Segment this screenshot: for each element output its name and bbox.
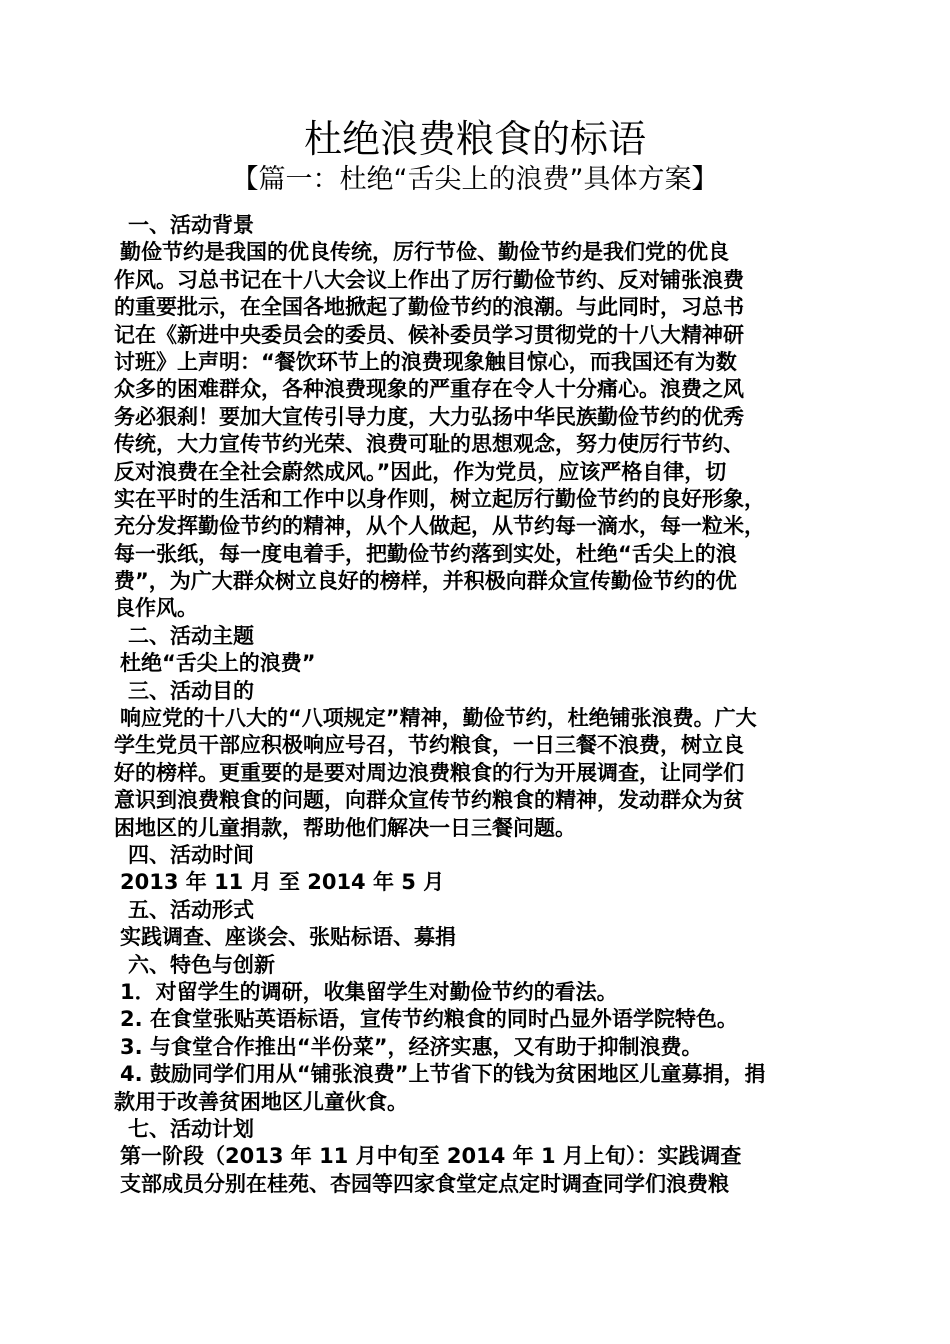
body-text-line: 费”，为广大群众树立良好的榜样，并积极向群众宣传勤俭节约的优 bbox=[114, 569, 737, 594]
body-text-line: 杜绝“舌尖上的浪费” bbox=[120, 651, 316, 676]
body-text-line: 2013 年 11 月 至 2014 年 5 月 bbox=[120, 870, 445, 895]
body-text-line: 的重要批示，在全国各地掀起了勤俭节约的浪潮。与此同时，习总书 bbox=[114, 295, 744, 320]
body-text-line: 意识到浪费粮食的问题，向群众宣传节约粮食的精神，发动群众为贫 bbox=[114, 788, 744, 813]
body-text-line: 4. 鼓励同学们用从“铺张浪费”上节省下的钱为贫困地区儿童募捐，捐 bbox=[120, 1062, 766, 1087]
section-heading: 一、活动背景 bbox=[128, 213, 254, 237]
section-heading: 四、活动时间 bbox=[128, 842, 254, 867]
body-text-line: 响应党的十八大的“八项规定”精神，勤俭节约，杜绝铺张浪费。广大 bbox=[120, 706, 757, 731]
body-text-line: 1．对留学生的调研，收集留学生对勤俭节约的看法。 bbox=[120, 979, 618, 1004]
body-text-line: 好的榜样。更重要的是要对周边浪费粮食的行为开展调查，让同学们 bbox=[114, 760, 744, 785]
section-heading: 五、活动形式 bbox=[128, 897, 254, 922]
body-text-line: 良作风。 bbox=[114, 596, 198, 621]
body-text-line: 支部成员分别在桂苑、杏园等四家食堂定点定时调查同学们浪费粮 bbox=[120, 1171, 729, 1196]
body-text-line: 众多的困难群众，各种浪费现象的严重存在令人十分痛心。浪费之风 bbox=[114, 377, 744, 402]
body-text-line: 充分发挥勤俭节约的精神，从个人做起，从节约每一滴水，每一粒米， bbox=[114, 514, 765, 539]
document-subtitle: 【篇一：杜绝“舌尖上的浪费”具体方案】 bbox=[231, 164, 719, 195]
body-text-line: 讨班》上声明：“餐饮环节上的浪费现象触目惊心，而我国还有为数 bbox=[114, 349, 737, 374]
body-text-line: 务必狠刹！要加大宣传引导力度，大力弘扬中华民族勤俭节约的优秀 bbox=[114, 404, 744, 429]
body-text-line: 款用于改善贫困地区儿童伙食。 bbox=[114, 1089, 408, 1114]
body-text-line: 2. 在食堂张贴英语标语，宣传节约粮食的同时凸显外语学院特色。 bbox=[120, 1007, 738, 1032]
document-body bbox=[114, 212, 844, 1198]
document-title: 杜绝浪费粮食的标语 bbox=[303, 117, 646, 161]
body-text-line: 实践调查、座谈会、张贴标语、募捐 bbox=[120, 925, 456, 950]
body-text-line: 作风。习总书记在十八大会议上作出了厉行勤俭节约、反对铺张浪费 bbox=[114, 267, 744, 292]
body-text-line: 第一阶段（2013 年 11 月中旬至 2014 年 1 月上旬）：实践调查 bbox=[120, 1144, 742, 1169]
body-text-line: 勤俭节约是我国的优良传统，厉行节俭、勤俭节约是我们党的优良 bbox=[120, 240, 729, 265]
body-text-line: 学生党员干部应积极响应号召，节约粮食，一日三餐不浪费，树立良 bbox=[114, 733, 744, 758]
section-heading: 二、活动主题 bbox=[128, 623, 254, 648]
section-heading: 七、活动计划 bbox=[128, 1116, 254, 1141]
body-text-line: 反对浪费在全社会蔚然成风。”因此，作为党员，应该严格自律，切 bbox=[114, 459, 727, 484]
body-text-line: 实在平时的生活和工作中以身作则，树立起厉行勤俭节约的良好形象， bbox=[114, 486, 765, 511]
body-text-line: 记在《新进中央委员会的委员、候补委员学习贯彻党的十八大精神研 bbox=[114, 322, 744, 347]
body-text-line: 困地区的儿童捐款，帮助他们解决一日三餐问题。 bbox=[114, 815, 576, 840]
body-text-line: 传统，大力宣传节约光荣、浪费可耻的思想观念，努力使厉行节约、 bbox=[114, 432, 744, 457]
section-heading: 三、活动目的 bbox=[128, 678, 254, 703]
body-text-line: 每一张纸，每一度电着手，把勤俭节约落到实处，杜绝“舌尖上的浪 bbox=[114, 541, 737, 566]
section-heading: 六、特色与创新 bbox=[128, 952, 275, 977]
body-text-line: 3. 与食堂合作推出“半份菜”，经济实惠，又有助于抑制浪费。 bbox=[120, 1034, 703, 1059]
